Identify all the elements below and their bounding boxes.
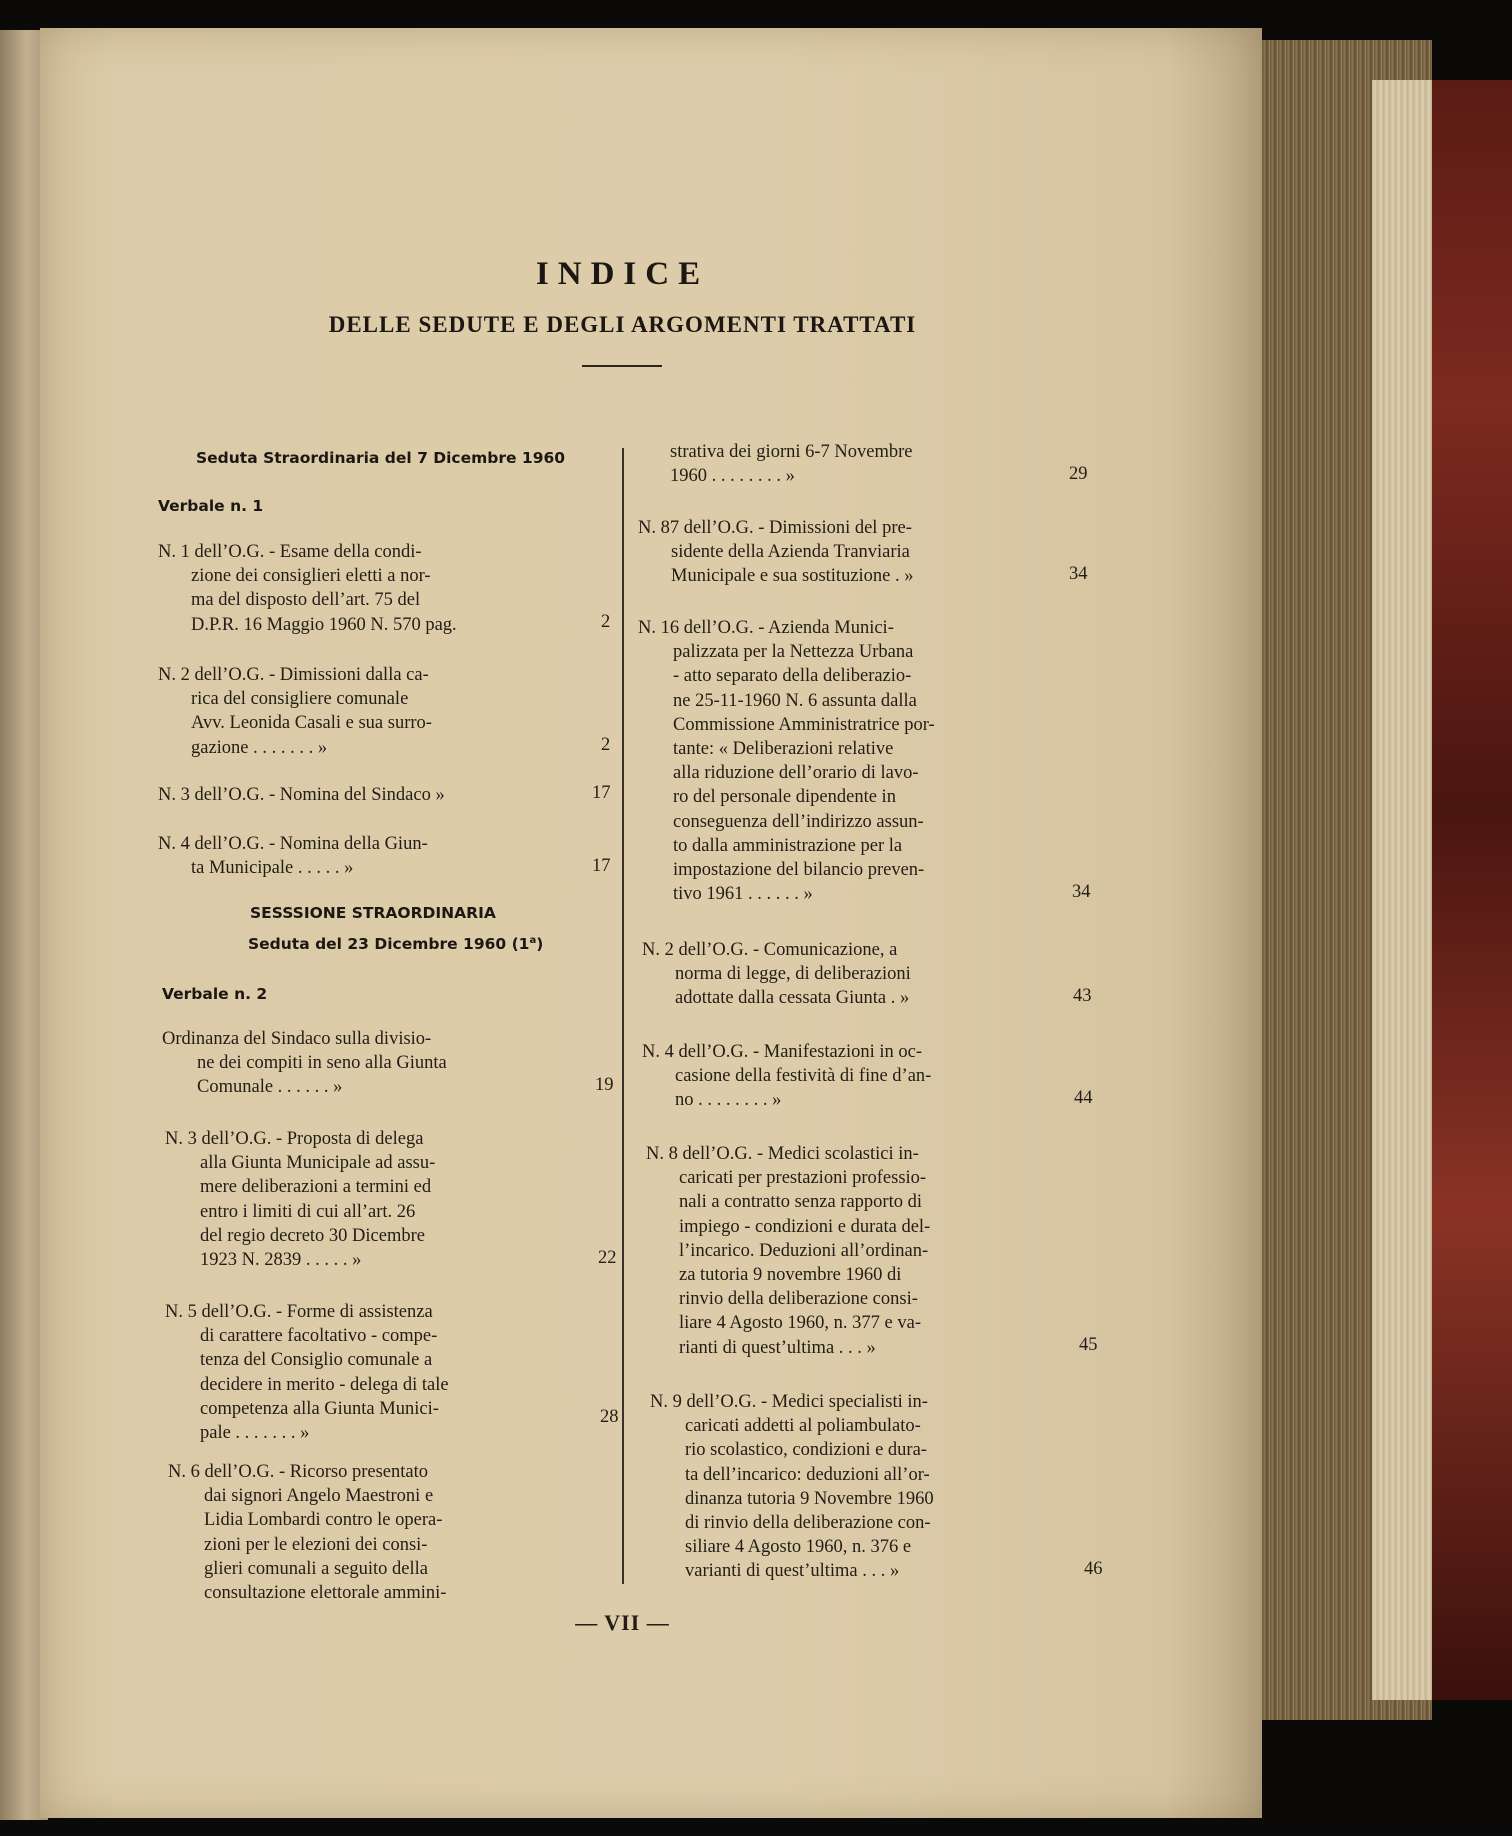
entry-line: N. 8 dell’O.G. - Medici scolastici in- — [646, 1144, 919, 1164]
entry-line: consultazione elettorale ammini- — [204, 1583, 447, 1604]
entry-line: za tutoria 9 novembre 1960 di — [679, 1265, 902, 1286]
verbale-label: Verbale n. 1 — [158, 497, 264, 515]
entry-line: rio scolastico, condizioni e dura- — [685, 1440, 927, 1461]
session-heading: SESSSIONE STRAORDINARIA — [250, 904, 496, 922]
entry-line: alla Giunta Municipale ad assu- — [200, 1153, 436, 1174]
entry-line: entro i limiti di cui all’art. 26 — [200, 1201, 416, 1222]
entry-line: rica del consigliere comunale — [191, 689, 409, 710]
entry-line: casione della festività di fine d’an- — [675, 1066, 932, 1087]
entry-line: del regio decreto 30 Dicembre — [200, 1225, 425, 1246]
page-number: 19 — [595, 1075, 614, 1095]
index-entry — [642, 1040, 931, 1113]
page-number: 22 — [598, 1248, 617, 1268]
entry-line: liare 4 Agosto 1960, n. 377 e va- — [679, 1313, 921, 1334]
entry-line: ma del disposto dell’art. 75 del — [191, 590, 421, 611]
entry-line: rianti di quest’ultima . . . » — [679, 1337, 876, 1358]
entry-line: dinanza tutoria 9 Novembre 1960 — [685, 1488, 934, 1509]
page-fore-edge — [1372, 80, 1432, 1700]
book-cover-edge — [1432, 80, 1512, 1700]
entry-line: ne 25-11-1960 N. 6 assunta dalla — [673, 690, 917, 711]
verbale-label: Verbale n. 2 — [162, 985, 268, 1003]
entry-line: no . . . . . . . . » — [675, 1090, 782, 1111]
page-number: 2 — [601, 612, 611, 632]
entry-line: Ordinanza del Sindaco sulla divisio- — [162, 1029, 432, 1049]
entry-line: dai signori Angelo Maestroni e — [204, 1486, 434, 1507]
entry-line: N. 16 dell’O.G. - Azienda Munici- — [638, 618, 894, 638]
entry-line: N. 1 dell’O.G. - Esame della condi- — [158, 542, 422, 562]
column-divider — [622, 448, 624, 1584]
entry-line: alla riduzione dell’orario di lavo- — [673, 763, 919, 784]
entry-line: to dalla amministrazione per la — [673, 835, 903, 856]
entry-line: siliare 4 Agosto 1960, n. 376 e — [685, 1537, 912, 1558]
entry-line: N. 5 dell’O.G. - Forme di assistenza — [165, 1302, 433, 1322]
entry-line: impostazione del bilancio preven- — [673, 860, 925, 881]
entry-line: di rinvio della deliberazione con- — [685, 1513, 931, 1534]
entry-line: zioni per le elezioni dei consi- — [204, 1534, 428, 1555]
entry-line: Lidia Lombardi contro le opera- — [204, 1510, 443, 1531]
entry-line: l’incarico. Deduzioni all’ordinan- — [679, 1240, 929, 1261]
page-number: 17 — [592, 856, 611, 876]
index-entry — [168, 1460, 446, 1605]
entry-line: gazione . . . . . . . » — [191, 737, 328, 758]
entry-line: N. 9 dell’O.G. - Medici specialisti in- — [650, 1392, 928, 1412]
entry-line: N. 2 dell’O.G. - Comunicazione, a — [642, 940, 898, 960]
entry-line: palizzata per la Nettezza Urbana — [673, 642, 914, 663]
entry-line: competenza alla Giunta Munici- — [200, 1398, 439, 1419]
page-number: 34 — [1072, 882, 1091, 902]
entry-line: glieri comunali a seguito della — [204, 1558, 428, 1579]
index-entry — [642, 938, 911, 1011]
page-number: 43 — [1073, 986, 1092, 1006]
entry-line: rinvio della deliberazione consi- — [679, 1289, 918, 1310]
entry-line: norma di legge, di deliberazioni — [675, 964, 911, 985]
index-entry — [670, 440, 913, 488]
entry-line: Commissione Amministratrice por- — [673, 714, 935, 735]
entry-line: Comunale . . . . . . » — [197, 1077, 343, 1098]
index-entry — [646, 1142, 930, 1360]
entry-line: N. 4 dell’O.G. - Manifestazioni in oc- — [642, 1042, 922, 1062]
entry-line: impiego - condizioni e durata del- — [679, 1216, 931, 1237]
entry-line: N. 6 dell’O.G. - Ricorso presentato — [168, 1462, 428, 1482]
entry-line: strativa dei giorni 6-7 Novembre — [670, 442, 913, 462]
entry-line: N. 3 dell’O.G. - Nomina del Sindaco » — [158, 785, 445, 805]
page-number: 28 — [600, 1407, 619, 1427]
entry-line: sidente della Azienda Tranviaria — [671, 542, 910, 563]
entry-line: N. 4 dell’O.G. - Nomina della Giun- — [158, 834, 428, 854]
page-number: 2 — [601, 735, 611, 755]
entry-line: N. 87 dell’O.G. - Dimissioni del pre- — [638, 518, 912, 538]
page-number: 46 — [1084, 1559, 1103, 1579]
page-subtitle: DELLE SEDUTE E DEGLI ARGOMENTI TRATTATI — [328, 312, 917, 337]
page-number: 17 — [592, 783, 611, 803]
entry-line: 1960 . . . . . . . . » — [670, 466, 795, 487]
index-entry — [162, 1027, 447, 1100]
page-number: 45 — [1079, 1335, 1098, 1355]
entry-line: caricati addetti al poliambulato- — [685, 1416, 921, 1437]
entry-line: conseguenza dell’indirizzo assun- — [673, 811, 924, 832]
entry-line: - atto separato della deliberazio- — [673, 666, 912, 687]
entry-line: adottate dalla cessata Giunta . » — [675, 988, 910, 1009]
entry-line: pale . . . . . . . » — [200, 1423, 310, 1444]
entry-line: nali a contratto senza rapporto di — [679, 1192, 922, 1213]
entry-line: di carattere facoltativo - compe- — [200, 1326, 438, 1347]
index-entry — [650, 1390, 934, 1584]
entry-line: ta dell’incarico: deduzioni all’or- — [685, 1464, 930, 1485]
index-entry — [638, 616, 935, 906]
entry-line: decidere in merito - delega di tale — [200, 1374, 449, 1395]
page-number: 44 — [1074, 1088, 1093, 1108]
index-entry — [158, 783, 445, 807]
session-heading: Seduta Straordinaria del 7 Dicembre 1960 — [196, 449, 566, 467]
title-rule — [582, 365, 662, 367]
index-entry — [158, 832, 428, 880]
page-number: 34 — [1069, 564, 1088, 584]
entry-line: N. 2 dell’O.G. - Dimissioni dalla ca- — [158, 665, 429, 685]
entry-line: varianti di quest’ultima . . . » — [685, 1561, 900, 1582]
entry-line: Avv. Leonida Casali e sua surro- — [191, 713, 432, 734]
entry-line: tivo 1961 . . . . . . » — [673, 884, 813, 905]
index-entry — [158, 663, 432, 760]
entry-line: caricati per prestazioni professio- — [679, 1168, 927, 1189]
entry-line: 1923 N. 2839 . . . . . » — [200, 1250, 362, 1271]
entry-line: D.P.R. 16 Maggio 1960 N. 570 pag. — [191, 614, 457, 635]
entry-line: tante: « Deliberazioni relative — [673, 739, 894, 760]
page-number: 29 — [1069, 464, 1088, 484]
page-footer-number: — VII — — [575, 1610, 670, 1635]
entry-line: ro del personale dipendente in — [673, 787, 896, 808]
entry-line: ne dei compiti in seno alla Giunta — [197, 1053, 447, 1074]
index-entry — [638, 516, 914, 589]
entry-line: Municipale e sua sostituzione . » — [671, 566, 914, 587]
entry-line: mere deliberazioni a termini ed — [200, 1177, 432, 1198]
index-entry — [158, 540, 457, 637]
session-subheading: Seduta del 23 Dicembre 1960 (1$^a$) — [248, 935, 544, 954]
entry-line: N. 3 dell’O.G. - Proposta di delega — [165, 1129, 424, 1149]
entry-line: ta Municipale . . . . . » — [191, 858, 354, 879]
entry-line: tenza del Consiglio comunale a — [200, 1350, 433, 1371]
page-stack-edge — [1262, 40, 1432, 1720]
index-entry — [165, 1127, 435, 1272]
entry-line: zione dei consiglieri eletti a nor- — [191, 566, 431, 587]
index-entry — [165, 1300, 449, 1445]
page-title: INDICE — [535, 256, 710, 292]
